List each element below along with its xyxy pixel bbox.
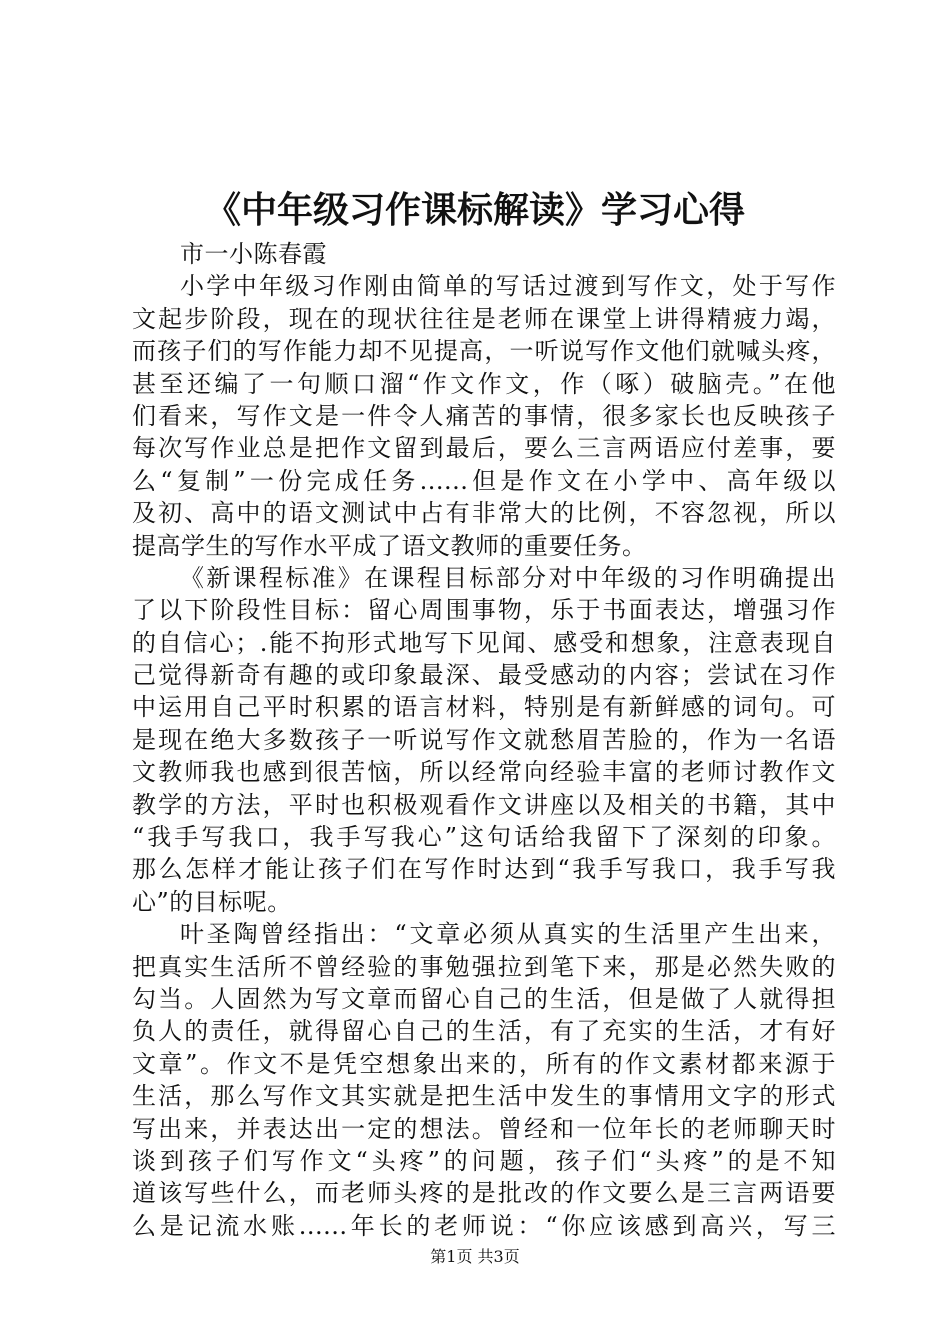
paragraph-line: 道该写些什么，而老师头疼的是批改的作文要么是三言两语要	[132, 1179, 836, 1208]
paragraph-line: 己觉得新奇有趣的或印象最深、最受感动的内容；尝试在习作	[132, 661, 836, 690]
paragraph	[132, 270, 836, 562]
paragraph-line: 是现在绝大多数孩子一听说写作文就愁眉苦脸的，作为一名语	[132, 725, 836, 754]
document-body	[132, 238, 836, 1242]
paragraph-line: 们看来，写作文是一件令人痛苦的事情，很多家长也反映孩子	[132, 401, 836, 430]
paragraph-line: 甚至还编了一句顺口溜“作文作文，作（啄）破脑壳。”在他	[132, 369, 836, 398]
page-number-footer: 第1页 共3页	[430, 1247, 520, 1266]
paragraph-line: 《新课程标准》在课程目标部分对中年级的习作明确提出	[180, 563, 836, 592]
paragraph-line: 了以下阶段性目标：留心周围事物，乐于书面表达，增强习作	[132, 596, 836, 625]
document-title: 《中年级习作课标解读》学习心得	[204, 189, 745, 231]
author-line: 市一小陈春霞	[180, 240, 327, 268]
paragraph-line: 那么怎样才能让孩子们在写作时达到“我手写我口，我手写我	[132, 855, 836, 884]
paragraph-line: 负人的责任，就得留心自己的生活，有了充实的生活，才有好	[132, 1017, 836, 1046]
paragraph-line: 写出来，并表达出一定的想法。曾经和一位年长的老师聊天时	[132, 1114, 836, 1143]
paragraph-line: 生活，那么写作文其实就是把生活中发生的事情用文字的形式	[132, 1082, 836, 1111]
paragraph-line: 每次写作业总是把作文留到最后，要么三言两语应付差事，要	[132, 434, 836, 463]
paragraph-line: 中运用自己平时积累的语言材料，特别是有新鲜感的词句。可	[132, 693, 836, 722]
paragraph-line: 勾当。人固然为写文章而留心自己的生活，但是做了人就得担	[132, 984, 836, 1013]
paragraph-line: 提高学生的写作水平成了语文教师的重要任务。	[132, 531, 647, 560]
paragraph-line: 把真实生活所不曾经验的事勉强拉到笔下来，那是必然失败的	[132, 952, 836, 981]
paragraph-line: “我手写我口，我手写我心”这句话给我留下了深刻的印象。	[132, 823, 836, 852]
paragraph-line: 么是记流水账......年长的老师说：“你应该感到高兴，写三	[132, 1211, 836, 1240]
paragraph-line: 教学的方法，平时也积极观看作文讲座以及相关的书籍，其中	[132, 790, 836, 819]
paragraph	[132, 562, 836, 918]
paragraph-line: 的自信心；.能不拘形式地写下见闻、感受和想象，注意表现自	[132, 628, 836, 657]
paragraph	[132, 918, 836, 1242]
paragraph-line: 谈到孩子们写作文“头疼”的问题，孩子们“头疼”的是不知	[132, 1146, 836, 1175]
paragraph-line: 文章”。作文不是凭空想象出来的，所有的作文素材都来源于	[132, 1049, 836, 1078]
paragraph-line: 心”的目标呢。	[132, 887, 292, 916]
paragraph-line: 及初、高中的语文测试中占有非常大的比例，不容忽视，所以	[132, 499, 836, 528]
paragraph-line: 文教师我也感到很苦恼，所以经常向经验丰富的老师讨教作文	[132, 758, 836, 787]
paragraph-line: 小学中年级习作刚由简单的写话过渡到写作文，处于写作	[180, 272, 836, 301]
paragraph-line: 而孩子们的写作能力却不见提高，一听说写作文他们就喊头疼，	[132, 337, 836, 366]
paragraph-line: 叶圣陶曾经指出：“文章必须从真实的生活里产生出来，	[180, 920, 836, 949]
paragraph-line: 文起步阶段，现在的现状往往是老师在课堂上讲得精疲力竭，	[132, 304, 836, 333]
paragraph-line: 么“复制”一份完成任务......但是作文在小学中、高年级以	[132, 466, 836, 495]
